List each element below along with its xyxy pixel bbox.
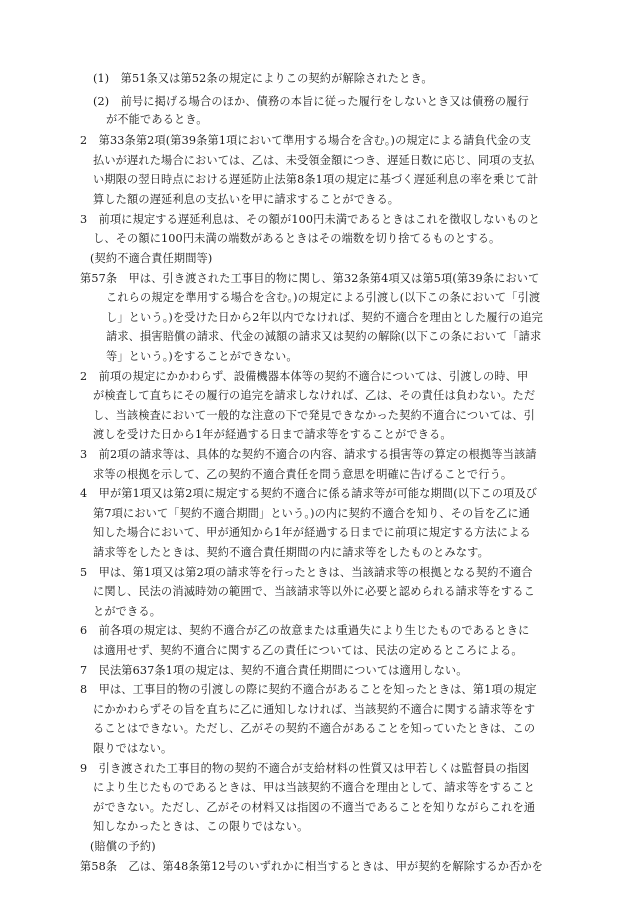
paragraph-57-5-cont: とができる。 [93, 605, 162, 618]
article-57-cont: 等」という。)をすることができない。 [106, 350, 298, 363]
paragraph-2-cont: い期限の翌日時点における遅延防止法第8条1項の規定に基づく遅延利息の率を乗じて計 [93, 173, 539, 186]
item-2: (2) 前号に掲げる場合のほか、債務の本旨に従った履行をしないとき又は債務の履行 [93, 95, 529, 108]
paragraph-57-4: 4 甲が第1項又は第2項に規定する契約不適合に係る請求等が可能な期間(以下この項及び [80, 487, 538, 500]
article-57-cont: し」という。)を受けた日から2年以内でなければ、契約不適合を理由とした履行の追完 [106, 311, 544, 324]
paragraph-57-8-cont: 限りではない。 [93, 742, 173, 755]
paragraph-57-6-cont: は適用せず、契約不適合に関する乙の責任については、民法の定めるところによる。 [93, 644, 523, 657]
paragraph-57-8-cont: ることはできない。ただし、乙がその契約不適合があることを知っていたときは、この [93, 722, 536, 735]
paragraph-57-2-cont: が検査して直ちにその履行の追完を請求しなければ、乙は、その責任は負わない。ただ [93, 389, 536, 402]
paragraph-57-7: 7 民法第637条1項の規定は、契約不適合責任期間については適用しない。 [80, 664, 468, 677]
article-57: 第57条 甲は、引き渡された工事目的物に関し、第32条第4項又は第5項(第39条において [80, 272, 540, 285]
paragraph-57-6: 6 前各項の規定は、契約不適合が乙の故意または重過失により生じたものであるときに [80, 624, 530, 637]
paragraph-57-8-cont: にかかわらずその旨を直ちに乙に通知しなければ、当該契約不適合に関する請求等をす [93, 703, 536, 716]
paragraph-57-3-cont: 求等の根拠を示して、乙の契約不適合責任を問う意思を明確に告げることで行う。 [93, 468, 513, 481]
paragraph-57-9-cont: により生じたものであるときは、甲は当該契約不適合を理由として、請求等をすること [93, 781, 535, 794]
paragraph-2-cont: 算した額の遅延利息の支払いを甲に請求することができる。 [93, 193, 400, 206]
article-57-cont: 請求、損害賠償の請求、代金の減額の請求又は契約の解除(以下この条において「請求 [106, 330, 542, 343]
paragraph-57-4-cont: 請求等をしたときは、契約不適合責任期間の内に請求等をしたものとみなす。 [93, 546, 489, 559]
paragraph-57-4-cont: 知した場合において、甲が通知から1年が経過する日までに前項に規定する方法による [93, 526, 531, 539]
paragraph-57-2: 2 前項の規定にかかわらず、設備機器本体等の契約不適合については、引渡しの時、甲 [80, 370, 529, 383]
paragraph-57-3: 3 前2項の請求等は、具体的な契約不適合の内容、請求する損害等の算定の根拠等当該請 [80, 448, 537, 461]
paragraph-57-2-cont: 渡しを受けた日から1年が経過する日まで請求等をすることができる。 [93, 428, 452, 441]
paragraph-57-4-cont: 第7項において「契約不適合期間」という。)の内に契約不適合を知り、その旨を乙に通 [93, 507, 531, 520]
section-heading: (賠償の予約) [90, 840, 156, 853]
section-heading: (契約不適合責任期間等) [90, 252, 213, 265]
paragraph-57-8: 8 甲は、工事目的物の引渡しの際に契約不適合があることを知ったときは、第1項の規定 [80, 683, 537, 696]
paragraph-57-2-cont: し、当該検査において一般的な注意の下で発見できなかった契約不適合については、引 [93, 409, 535, 422]
paragraph-3-cont: し、その額に100円未満の端数があるときはその端数を切り捨てるものとする。 [93, 232, 501, 245]
paragraph-57-5-cont: に関し、民法の消滅時効の範囲で、当該請求等以外に必要と認められる請求等をするこ [93, 585, 535, 598]
article-58: 第58条 乙は、第48条第12号のいずれかに相当するときは、甲が契約を解除するか否かを [80, 860, 544, 873]
paragraph-2: 2 第33条第2項(第39条第1項において準用する場合を含む。)の規定による請負代金の支 [80, 134, 532, 147]
item-1: (1) 第51条又は第52条の規定によりこの契約が解除されたとき。 [93, 72, 433, 85]
paragraph-57-9: 9 引き渡された工事目的物の契約不適合が支給材料の性質又は甲若しくは監督員の指図 [80, 762, 530, 775]
paragraph-57-9-cont: ができない。ただし、乙がその材料又は指図の不適当であることを知りながらこれを通 [93, 801, 536, 814]
paragraph-2-cont: 払いが遅れた場合においては、乙は、未受領金額につき、遅延日数に応じ、同項の支払 [93, 154, 535, 167]
item-2-cont: が不能であるとき。 [106, 113, 208, 126]
paragraph-57-5: 5 甲は、第1項又は第2項の請求等を行ったときは、当該請求等の根拠となる契約不適合 [80, 566, 533, 579]
paragraph-57-9-cont: 知しなかったときは、この限りではない。 [93, 820, 309, 833]
article-57-cont: これらの規定を準用する場合を含む。)の規定による引渡し(以下この条において「引渡 [106, 291, 541, 304]
paragraph-3: 3 前項に規定する遅延利息は、その額が100円未満であるときはこれを徴収しないものと [80, 213, 540, 226]
